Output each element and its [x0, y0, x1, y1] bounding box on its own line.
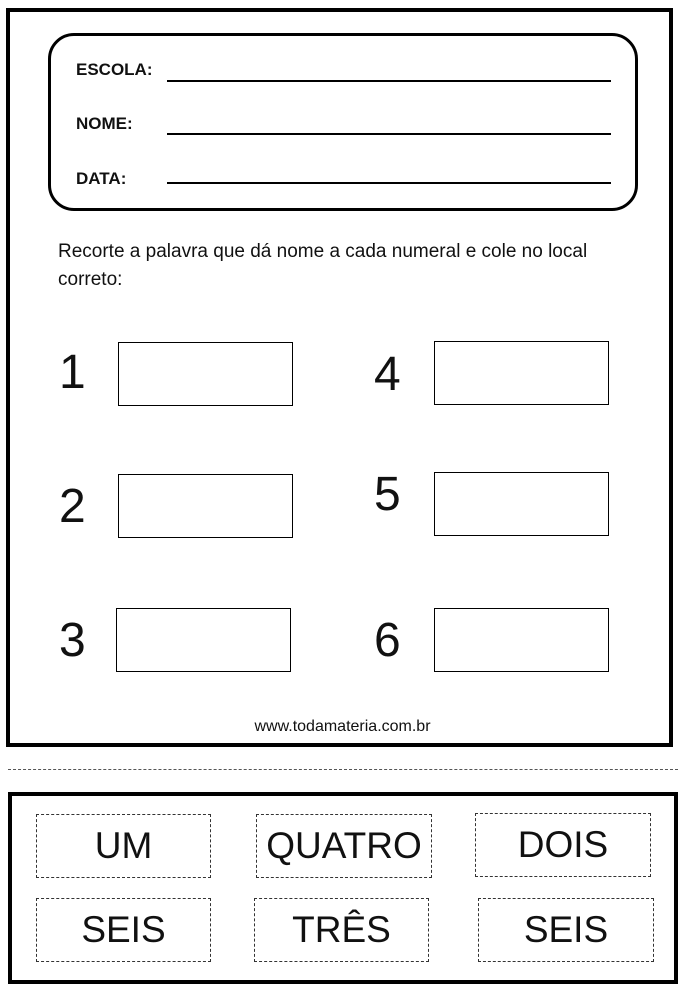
- answer-box-2[interactable]: [118, 474, 293, 538]
- numeral-6: 6: [374, 614, 401, 667]
- instructions-text: Recorte a palavra que dá nome a cada numeral e cole no local correto:: [58, 241, 588, 290]
- answer-box-3[interactable]: [116, 608, 291, 672]
- answer-box-6[interactable]: [434, 608, 609, 672]
- word-card[interactable]: QUATRO: [256, 814, 432, 878]
- school-line: [167, 80, 611, 82]
- numeral-1: 1: [59, 346, 86, 399]
- name-line: [167, 133, 611, 135]
- answer-box-5[interactable]: [434, 472, 609, 536]
- word-card[interactable]: SEIS: [36, 898, 211, 962]
- date-line: [167, 182, 611, 184]
- numeral-2: 2: [59, 480, 86, 533]
- source-url: www.todamateria.com.br: [254, 718, 431, 735]
- school-label: ESCOLA:: [76, 60, 153, 79]
- cut-line: [8, 769, 678, 770]
- word-card[interactable]: UM: [36, 814, 211, 878]
- numeral-3: 3: [59, 614, 86, 667]
- name-label: NOME:: [76, 114, 133, 133]
- word-card[interactable]: DOIS: [475, 813, 651, 877]
- date-label: DATA:: [76, 169, 127, 188]
- answer-box-4[interactable]: [434, 341, 609, 405]
- word-card[interactable]: SEIS: [478, 898, 654, 962]
- word-card[interactable]: TRÊS: [254, 898, 429, 962]
- student-info-box: [48, 33, 638, 211]
- numeral-4: 4: [374, 348, 401, 401]
- answer-box-1[interactable]: [118, 342, 293, 406]
- numeral-5: 5: [374, 468, 401, 521]
